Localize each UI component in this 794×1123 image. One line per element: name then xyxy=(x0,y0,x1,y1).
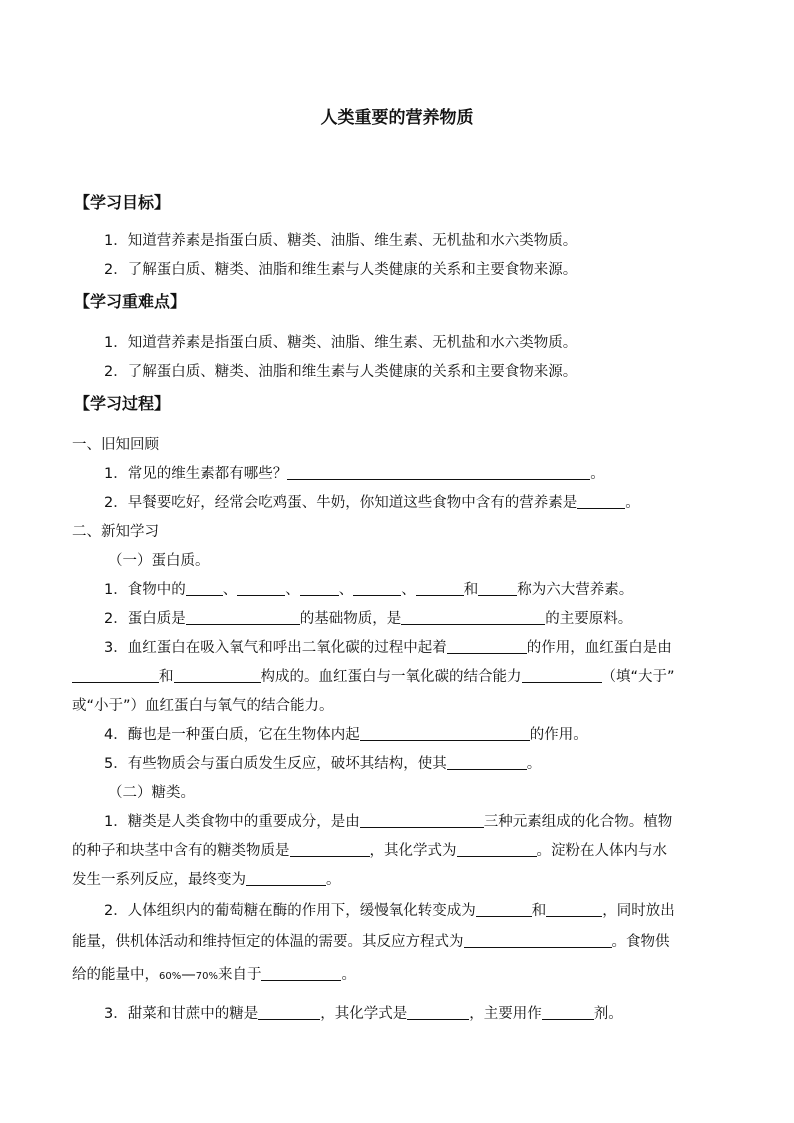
review-q1-text: 1．常见的维生素都有哪些？ xyxy=(104,466,288,482)
sugar-q1-mid-4: 。淀粉在人体内与水 xyxy=(536,843,667,859)
protein-q2-end: 的主要原料。 xyxy=(545,611,633,627)
separator: 、 xyxy=(285,582,300,598)
protein-q2-mid: 的基础物质，是 xyxy=(299,611,402,627)
protein-q4-end: 的作用。 xyxy=(529,727,588,743)
sugar-q1-mid-5: 发生一系列反应，最终变为 xyxy=(72,872,246,888)
answer-blank[interactable] xyxy=(464,932,612,948)
page-title: 人类重要的营养物质 xyxy=(320,108,474,128)
goals-heading: 【学习目标】 xyxy=(74,193,171,212)
percent-low: 60% xyxy=(159,971,182,982)
sugar-q2-mid-3: 。食物供 xyxy=(611,934,670,950)
protein-question-3-line-2 xyxy=(72,667,732,687)
protein-q5-end: 。 xyxy=(526,756,542,772)
answer-blank[interactable] xyxy=(258,1004,320,1020)
keypoints-heading: 【学习重难点】 xyxy=(74,292,187,311)
answer-blank[interactable] xyxy=(546,901,602,917)
keypoint-item-1: 1．知道营养素是指蛋白质、糖类、油脂、维生素、无机盐和水六类物质。 xyxy=(104,335,578,351)
sugar-question-2-line-3 xyxy=(72,965,732,987)
sugar-question-2-line-1 xyxy=(104,901,764,921)
goal-item-1: 1．知道营养素是指蛋白质、糖类、油脂、维生素、无机盐和水六类物质。 xyxy=(104,233,578,249)
conjunction: 和 xyxy=(463,582,479,598)
review-section-title: 一、旧知回顾 xyxy=(72,437,159,453)
sugar-question-1-line-3 xyxy=(72,870,732,890)
answer-blank[interactable] xyxy=(246,870,326,886)
conjunction: 和 xyxy=(531,903,547,919)
sugar-q2-mid-2: 能量，供机体活动和维持恒定的体温的需要。其反应方程式为 xyxy=(72,934,464,950)
answer-blank[interactable] xyxy=(300,580,339,596)
goal-item-2: 2．了解蛋白质、糖类、油脂和维生素与人类健康的关系和主要食物来源。 xyxy=(104,262,578,278)
protein-q3-hint: （填“大于” xyxy=(601,669,675,685)
sugar-q2-end: 。 xyxy=(341,967,356,983)
review-q2-text: 2．早餐要吃好，经常会吃鸡蛋、牛奶，你知道这些食物中含有的营养素是 xyxy=(104,495,578,511)
conjunction: 和 xyxy=(159,669,174,685)
separator: 、 xyxy=(222,582,238,598)
answer-blank[interactable] xyxy=(237,580,285,596)
protein-q2-text: 2．蛋白质是 xyxy=(104,611,186,627)
review-question-1 xyxy=(104,464,764,484)
sugar-q3-mid: ，其化学式是 xyxy=(320,1006,408,1022)
review-question-2 xyxy=(104,493,764,513)
answer-blank[interactable] xyxy=(290,841,370,857)
range-dash: — xyxy=(181,967,196,983)
sugar-q2-mid-5: 来自于 xyxy=(217,967,262,983)
answer-blank[interactable] xyxy=(261,965,341,981)
protein-question-3-line-3: 或“小于”）血红蛋白与氧气的结合能力。 xyxy=(72,698,334,714)
percent-high: 70% xyxy=(195,971,218,982)
process-heading: 【学习过程】 xyxy=(74,394,171,413)
sugar-q3-end: 剂。 xyxy=(593,1006,623,1022)
protein-question-3-line-1 xyxy=(104,638,764,658)
sugar-q1-mid-3: ，其化学式为 xyxy=(369,843,457,859)
new-section-title: 二、新知学习 xyxy=(72,524,159,540)
answer-blank[interactable] xyxy=(457,841,537,857)
answer-blank[interactable] xyxy=(360,725,530,741)
answer-blank[interactable] xyxy=(522,667,602,683)
protein-q1-text: 1．食物中的 xyxy=(104,582,186,598)
sugar-q1-mid: 三种元素组成的化合物。植物 xyxy=(483,814,673,830)
review-q2-end: 。 xyxy=(625,495,640,511)
protein-q1-end: 称为六大营养素。 xyxy=(517,582,634,598)
sugar-q1-mid-2: 的种子和块茎中含有的糖类物质是 xyxy=(72,843,290,859)
sugar-question-1-line-2 xyxy=(72,841,732,861)
answer-blank[interactable] xyxy=(542,1004,594,1020)
answer-blank[interactable] xyxy=(186,609,300,625)
protein-q5-text: 5．有些物质会与蛋白质发生反应，破坏其结构，使其 xyxy=(104,756,447,772)
keypoint-item-2: 2．了解蛋白质、糖类、油脂和维生素与人类健康的关系和主要食物来源。 xyxy=(104,364,578,380)
answer-blank[interactable] xyxy=(287,464,590,480)
answer-blank[interactable] xyxy=(447,638,527,654)
protein-q3-text: 3．血红蛋白在吸入氧气和呼出二氧化碳的过程中起着 xyxy=(104,640,447,656)
separator: 、 xyxy=(338,582,354,598)
separator: 、 xyxy=(401,582,416,598)
protein-q3-mid-2: 构成的。血红蛋白与一氧化碳的结合能力 xyxy=(260,669,522,685)
answer-blank[interactable] xyxy=(447,754,527,770)
sugar-q3-text: 3．甜菜和甘蔗中的糖是 xyxy=(104,1006,259,1022)
sugar-question-2-line-2 xyxy=(72,932,732,952)
sugar-q1-end: 。 xyxy=(326,872,341,888)
protein-subsection-title: （一）蛋白质。 xyxy=(108,553,210,569)
answer-blank[interactable] xyxy=(478,580,517,596)
protein-question-2 xyxy=(104,609,764,629)
answer-blank[interactable] xyxy=(353,580,401,596)
sugar-question-1-line-1 xyxy=(104,812,764,832)
protein-q3-mid: 的作用，血红蛋白是由 xyxy=(526,640,672,656)
answer-blank[interactable] xyxy=(72,667,159,683)
sugar-q3-mid-2: ，主要用作 xyxy=(469,1006,542,1022)
sugar-q2-mid: ，同时放出 xyxy=(602,903,675,919)
sugar-q2-text: 2．人体组织内的葡萄糖在酶的作用下，缓慢氧化转变成为 xyxy=(104,903,476,919)
sugar-q2-mid-4: 给的能量中， xyxy=(72,967,159,983)
answer-blank[interactable] xyxy=(174,667,261,683)
review-q1-end: 。 xyxy=(590,466,605,482)
answer-blank[interactable] xyxy=(401,609,545,625)
protein-q4-text: 4．酶也是一种蛋白质，它在生物体内起 xyxy=(104,727,360,743)
sugar-question-3 xyxy=(104,1004,764,1024)
answer-blank[interactable] xyxy=(577,493,625,509)
answer-blank[interactable] xyxy=(407,1004,469,1020)
answer-blank[interactable] xyxy=(416,580,464,596)
answer-blank[interactable] xyxy=(186,580,223,596)
sugar-subsection-title: （二）糖类。 xyxy=(108,785,195,801)
protein-question-4 xyxy=(104,725,764,745)
sugar-q1-text: 1．糖类是人类食物中的重要成分，是由 xyxy=(104,814,360,830)
answer-blank[interactable] xyxy=(476,901,532,917)
protein-question-1 xyxy=(104,580,764,600)
protein-question-5 xyxy=(104,754,764,774)
answer-blank[interactable] xyxy=(360,812,484,828)
